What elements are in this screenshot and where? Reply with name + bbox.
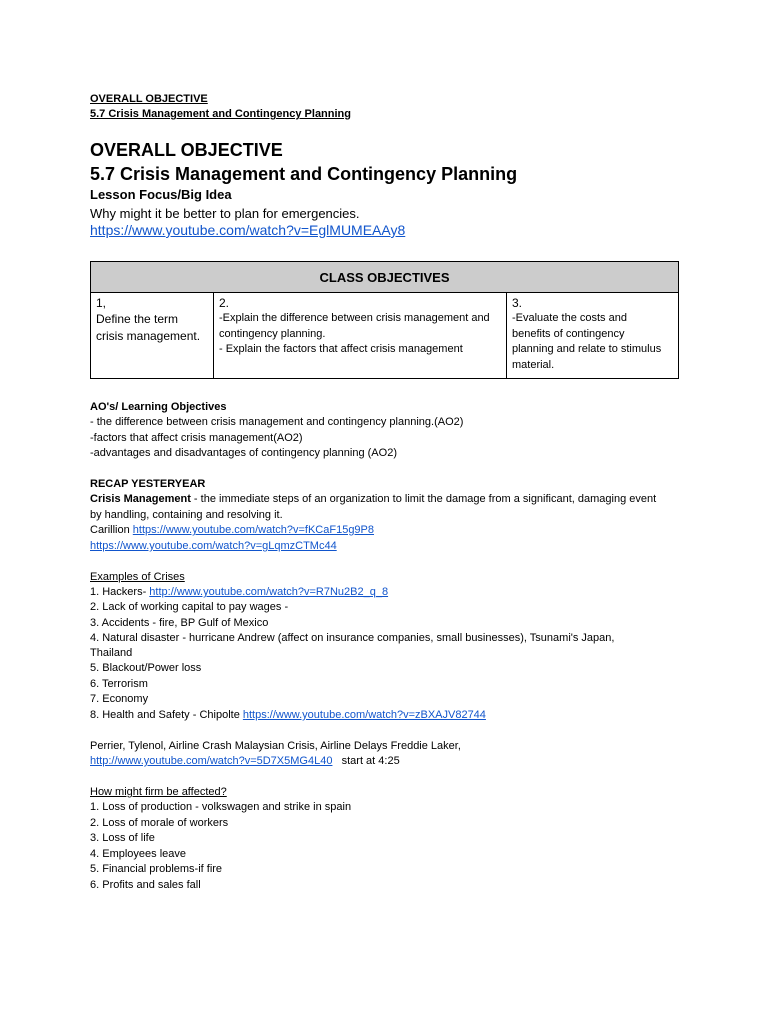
chipolte-link[interactable]: https://www.youtube.com/watch?v=zBXAJV82744 [242,709,486,721]
affected-item: 1. Loss of production - volkswagen and strike in spain [90,801,352,813]
aos-item: - the difference between crisis management and contingency planning.(AO2) [90,416,464,428]
example-item: 6. Terrorism [90,678,148,690]
focus-heading: Lesson Focus/Big Idea [90,187,232,202]
objective-line: - Explain the factors that affect crisis management [219,343,463,355]
recap-definition [90,492,656,508]
objective-line: contingency planning. [219,327,326,340]
affected-heading: How might firm be affected? [90,786,227,798]
focus-question: Why might it be better to plan for emergencies. [90,206,360,221]
other-crises-suffix: start at 4:25 [332,755,400,767]
objective-number: 2. [219,296,230,310]
objective-line: benefits of contingency [512,327,625,340]
affected-item: 5. Financial problems-if fire [90,863,223,875]
recap-definition-text: - the immediate steps of an organization to limit the damage from a significant, damaging event [190,493,657,505]
objective-line: material. [512,358,555,371]
page-subtitle: 5.7 Crisis Management and Contingency Planning [90,164,518,184]
recap-definition-cont: by handling, containing and resolving it. [90,509,283,521]
recap-heading: RECAP YESTERYEAR [90,478,206,490]
example-item: 2. Lack of working capital to pay wages - [90,601,289,613]
example-item: 4. Natural disaster - hurricane Andrew (affect on insurance companies, small businesses), Tsunami's Japan, [90,632,615,644]
carillion-label: Carillion [90,524,133,536]
affected-item: 6. Profits and sales fall [90,879,201,891]
objective-cell-3 [507,293,679,379]
hackers-link[interactable]: http://www.youtube.com/watch?v=R7Nu2B2_q_8 [149,586,389,598]
carillion-link[interactable]: https://www.youtube.com/watch?v=fKCaF15g9P8 [132,524,375,536]
affected-item: 4. Employees leave [90,848,186,860]
recap-term: Crisis Management [90,493,191,505]
small-title: OVERALL OBJECTIVE [90,93,208,105]
objective-line: crisis management. [96,329,201,343]
page-title: OVERALL OBJECTIVE [90,140,283,160]
example-item-cont: Thailand [90,647,133,659]
example-item-text: 1. Hackers- [90,586,150,598]
class-objectives-heading: CLASS OBJECTIVES [91,262,679,293]
objective-cell-1 [91,293,214,379]
examples-heading: Examples of Crises [90,571,185,583]
objective-line: planning and relate to stimulus [512,343,662,355]
class-objectives-table [90,261,679,379]
other-crises-line: Perrier, Tylenol, Airline Crash Malaysian Crisis, Airline Delays Freddie Laker, [90,740,461,752]
affected-item: 2. Loss of morale of workers [90,817,229,829]
example-item: 7. Economy [90,693,149,705]
small-subtitle: 5.7 Crisis Management and Contingency Planning [90,108,351,120]
carillion-line [90,523,374,539]
recap-second-link[interactable]: https://www.youtube.com/watch?v=gLqmzCTMc44 [90,540,337,552]
objective-number: 3. [512,296,523,310]
aos-item: -advantages and disadvantages of contingency planning (AO2) [90,447,397,459]
aos-item: -factors that affect crisis management(AO2) [90,432,303,444]
example-item-text: 8. Health and Safety - Chipolte [90,709,243,721]
objective-cell-2 [214,293,507,379]
example-item: 3. Accidents - fire, BP Gulf of Mexico [90,617,269,629]
objective-line: -Explain the difference between crisis management and [219,312,490,324]
objective-line: Define the term [96,312,179,326]
focus-link[interactable]: https://www.youtube.com/watch?v=EglMUMEAAy8 [90,222,406,238]
example-item [90,585,388,601]
example-item [90,708,486,724]
affected-item: 3. Loss of life [90,832,155,844]
example-item: 5. Blackout/Power loss [90,662,202,674]
other-crises-link[interactable]: http://www.youtube.com/watch?v=5D7X5MG4L40 [90,755,333,767]
aos-heading: AO's/ Learning Objectives [90,401,227,413]
other-crises-link-line [90,754,400,770]
objective-line: -Evaluate the costs and [512,312,627,324]
objective-number: 1, [96,296,107,310]
